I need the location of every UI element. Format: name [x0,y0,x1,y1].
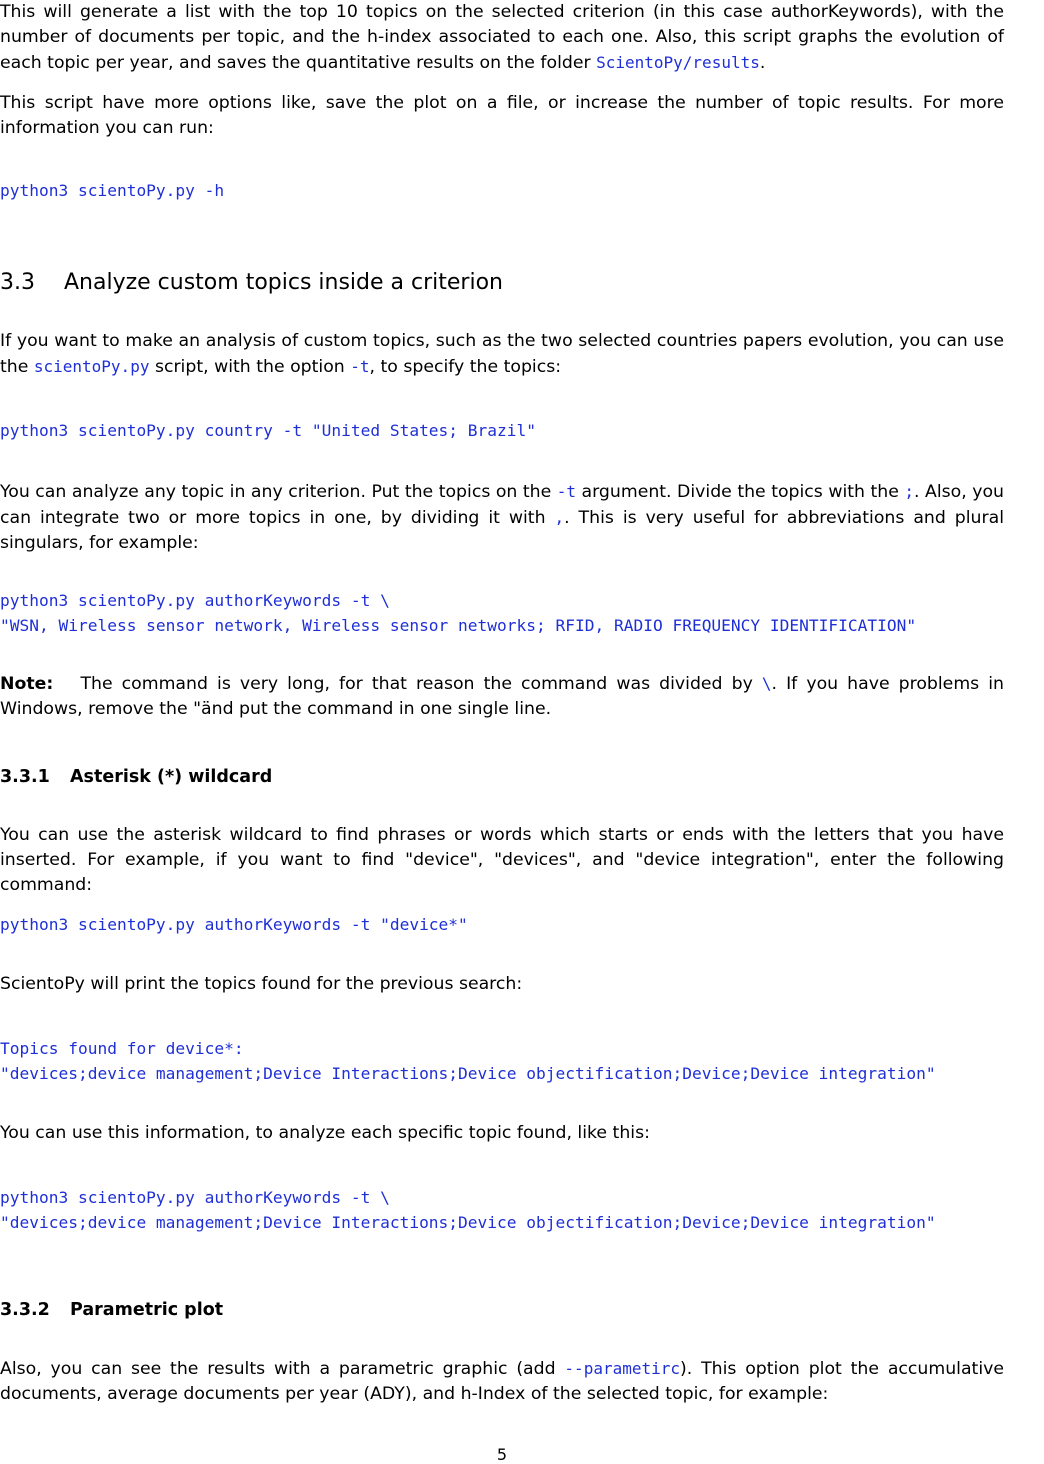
text: , to specify the topics: [369,357,562,377]
inline-code: ; [904,482,915,501]
analyze-paragraph: You can use this information, to analyze each specific topic found, like this: [0,1123,650,1143]
options-paragraph: This script have more options like, save the plot on a file, or increase the number of topic results. For more information you can run: [0,93,1004,138]
note-label: Note: [0,674,54,694]
wildcard-paragraph: You can use the asterisk wildcard to find phrases or words which starts or ends with the letters that you have inserted. For example, if you want to find "device", "devices", and "device integration", enter the following command: [0,825,1004,895]
print-paragraph: ScientoPy will print the topics found for the previous search: [0,974,523,994]
output-line1: Topics found for device*: [0,1039,244,1058]
inline-code: , [554,508,565,527]
text: Also, you can see the results with a parametric graphic (add [0,1359,565,1379]
text: The command is very long, for that reason the command was divided by [80,674,762,694]
section-number: 3.3.1 [0,767,50,787]
inline-code: -t [350,357,370,376]
section-title: Asterisk (*) wildcard [70,767,273,787]
section-heading-3-3-2 [0,1300,223,1320]
inline-code: --parametirc [564,1359,681,1378]
output-line2: "devices;device management;Device Interactions;Device objectification;Device;Device integration" [0,1064,936,1083]
parametric-paragraph [0,1356,1004,1407]
section-title: Analyze custom topics inside a criterion [64,270,503,295]
code-device-analyze-line1: python3 scientoPy.py authorKeywords -t \ [0,1188,390,1207]
inline-code: \ [761,674,772,693]
text: If you want to make an analysis of custom topics, such as the two selected countries papers evolution, you can use the [0,331,1004,377]
text: . Also, you can integrate two or more topics in one, by dividing it with [0,482,1004,528]
text: This will generate a list with the top 10 topics on the selected criterion (in this case authorKeywords), with the number of documents per topic, and the h-index associated to each one. Also, this script graphs the evolution of each topic per year, and saves the quantitative results on the folder [0,2,1004,73]
inline-code: -t [556,482,577,501]
inline-code: scientoPy.py [33,357,150,376]
code-wsn-line1: python3 scientoPy.py authorKeywords -t \ [0,591,390,610]
code-help: python3 scientoPy.py -h [0,181,225,200]
text: . This is very useful for abbreviations and plural singulars, for example: [0,508,1004,553]
code-wsn-line2: "WSN, Wireless sensor network, Wireless sensor networks; RFID, RADIO FREQUENCY IDENTIFICATION" [0,616,917,635]
note-paragraph [0,671,1004,722]
text: You can analyze any topic in any criterion. Put the topics on the [0,482,557,502]
text: . [759,53,766,73]
section-number: 3.3.2 [0,1300,50,1320]
intro-paragraph [0,0,1004,76]
code-country: python3 scientoPy.py country -t "United States; Brazil" [0,421,537,440]
custom-topics-paragraph [0,329,1004,380]
section-heading-3-3 [0,270,503,295]
code-device-analyze-line2: "devices;device management;Device Interactions;Device objectification;Device;Device integration" [0,1213,936,1232]
code-device: python3 scientoPy.py authorKeywords -t "device*" [0,915,468,934]
section-number: 3.3 [0,270,35,295]
section-title: Parametric plot [70,1300,224,1320]
text: ). This option plot the accumulative documents, average documents per year (ADY), and h-Index of the selected topic, for example: [0,1359,1004,1404]
text: argument. Divide the topics with the [576,482,905,502]
text: script, with the option [149,357,351,377]
topics-paragraph [0,479,1004,556]
page-number: 5 [496,1445,508,1464]
inline-code: ScientoPy/results [596,53,760,72]
text: . If you have problems in Windows, remove the "änd put the command in one single line. [0,674,1004,719]
section-heading-3-3-1 [0,767,272,787]
